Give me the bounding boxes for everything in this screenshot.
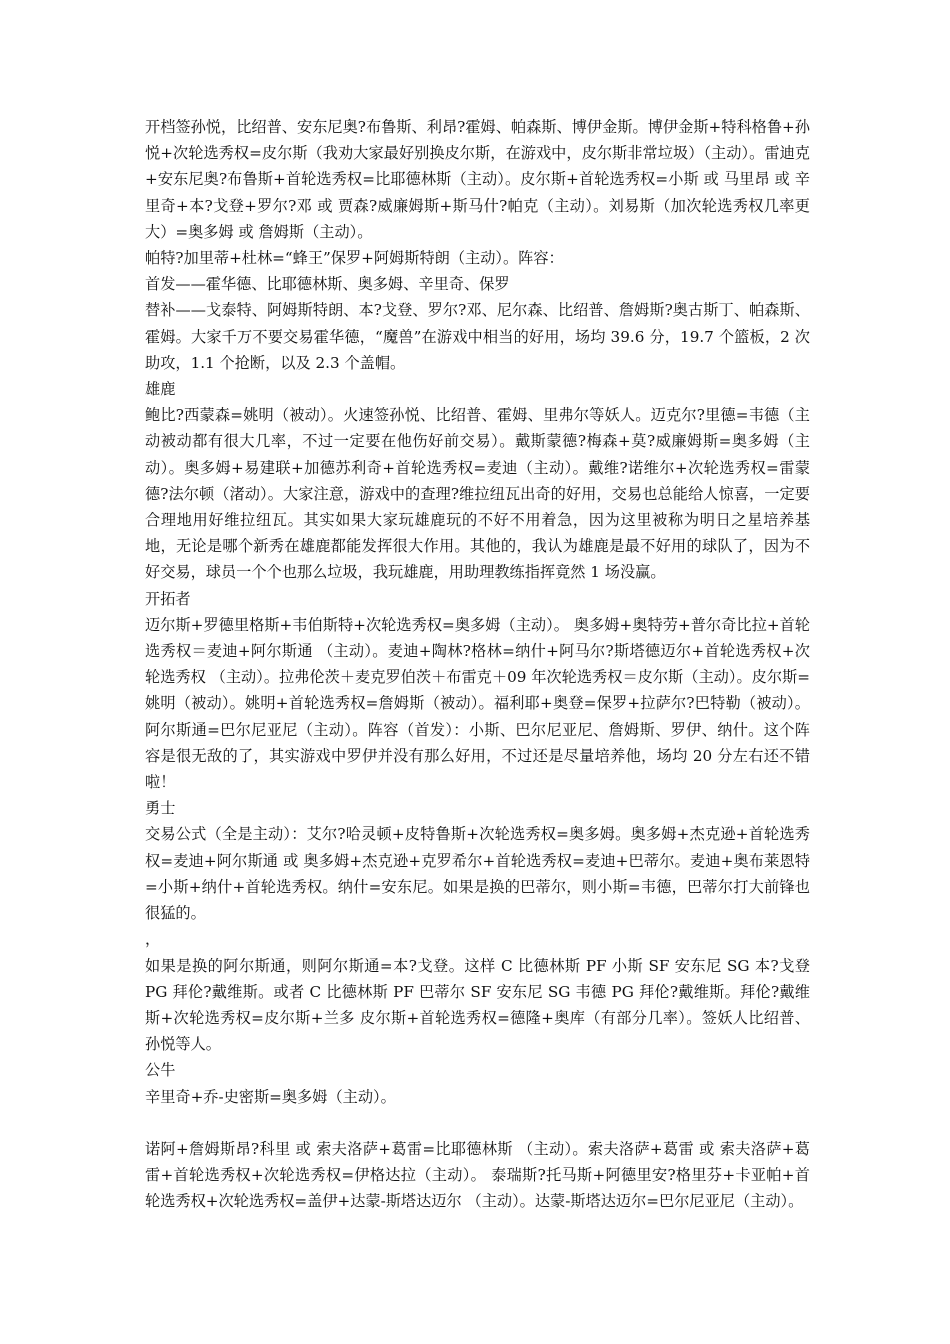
paragraph-warriors-lineups: 如果是换的阿尔斯通，则阿尔斯通=本?戈登。这样 C 比德林斯 PF 小斯 SF 安东尼 SG 本?戈登 PG 拜伦?戴维斯。或者 C 比德林斯 PF 巴蒂尔 SF 安东尼 SG 韦德 PG 拜伦?戴维斯。拜伦?戴维斯+次轮选秀权=皮尔斯+兰多 皮尔斯+首轮选秀权=德隆+奥库（有部分几率）。签妖人比绍普、孙悦等人。 — [145, 956, 810, 1054]
section-heading-warriors: 勇士 — [145, 799, 176, 818]
paragraph-starting-lineup: 首发——霍华德、比耶德林斯、奥多姆、辛里奇、保罗 — [145, 275, 510, 294]
paragraph-bench-lineup: 替补——戈泰特、阿姆斯特朗、本?戈登、罗尔?邓、尼尔森、比绍普、詹姆斯?奥古斯丁、帕森斯、霍姆。大家千万不要交易霍华德，“魔兽”在游戏中相当的好用，场均 39.6 分，19.7 个篮板，2 次助攻，1.1 个抢断，以及 2.3 个盖帽。 — [145, 301, 810, 372]
section-heading-bucks: 雄鹿 — [145, 380, 176, 399]
paragraph-hornets-trade: 帕特?加里蒂+杜林=“蜂王”保罗+阿姆斯特朗（主动）。阵容： — [145, 249, 564, 268]
section-heading-blazers: 开拓者 — [145, 589, 191, 608]
paragraph-bulls-trade-1: 辛里奇+乔-史密斯=奥多姆（主动）。 — [145, 1087, 396, 1106]
document-body — [145, 114, 810, 1215]
paragraph-bucks-trades: 鲍比?西蒙森=姚明（被动）。火速签孙悦、比绍普、霍姆、里弗尔等妖人。迈克尔?里德=韦德（主动被动都有很大几率，不过一定要在他伤好前交易）。戴斯蒙德?梅森+莫?威廉姆斯=奥多姆（主动）。奥多姆+易建联+加德苏利奇+首轮选秀权=麦迪（主动）。戴维?诺维尔+次轮选秀权=雷蒙德?法尔顿（渚动）。大家注意，游戏中的查理?维拉纽瓦出奇的好用，交易也总能给人惊喜，一定要合理地用好维拉纽瓦。其实如果大家玩雄鹿玩的不好不用着急，因为这里被称为明日之星培养基地，无论是哪个新秀在雄鹿都能发挥很大作用。其他的，我认为雄鹿是最不好用的球队了，因为不好交易，球员一个个也那么垃圾，我玩雄鹿，用助理教练指挥竟然 1 场没赢。 — [145, 406, 810, 582]
paragraph-intro-trades: 开档签孙悦，比绍普、安东尼奥?布鲁斯、利昂?霍姆、帕森斯、博伊金斯。博伊金斯+特科格鲁+孙悦+次轮选秀权=皮尔斯（我劝大家最好别换皮尔斯，在游戏中，皮尔斯非常垃圾）（主动）。雷迪克+安东尼奥?布鲁斯+首轮选秀权=比耶德林斯（主动）。皮尔斯+首轮选秀权=小斯 或 马里昂 或 辛里奇+本?戈登+罗尔?邓 或 贾森?威廉姆斯+斯马什?帕克（主动）。刘易斯（加次轮选秀权几率更大）=奥多姆 或 詹姆斯（主动）。 — [145, 118, 810, 241]
blank-line — [145, 1110, 810, 1136]
paragraph-blazers-trades: 迈尔斯+罗德里格斯+韦伯斯特+次轮选秀权=奥多姆（主动）。 奥多姆+奥特劳+普尔奇比拉+首轮选秀权＝麦迪+阿尔斯通 （主动）。麦迪+陶林?格林=纳什+阿马尔?斯塔德迈尔+首轮选秀权+次轮选秀权 （主动）。拉弗伦茨＋麦克罗伯茨＋布雷克＋09 年次轮选秀权＝皮尔斯（主动）。皮尔斯=姚明（被动）。姚明+首轮选秀权=詹姆斯（被动）。福利耶+奥登=保罗+拉萨尔?巴特勒（被动）。阿尔斯通=巴尔尼亚尼（主动）。阵容（首发）：小斯、巴尔尼亚尼、詹姆斯、罗伊、纳什。这个阵容是很无敌的了，其实游戏中罗伊并没有那么好用，不过还是尽量培养他，场均 20 分左右还不错啦！ — [145, 615, 810, 792]
paragraph-bulls-trades-2: 诺阿+詹姆斯昂?科里 或 索夫洛萨+葛雷=比耶德林斯 （主动）。索夫洛萨+葛雷 或 索夫洛萨+葛雷+首轮选秀权+次轮选秀权=伊格达拉（主动）。 泰瑞斯?托马斯+阿德里安?格里芬+卡亚帕+首轮选秀权+次轮选秀权=盖伊+达蒙-斯塔达迈尔 （主动）。达蒙-斯塔达迈尔=巴尔尼亚尼（主动）。 — [145, 1139, 810, 1211]
stray-comma: ， — [145, 930, 161, 949]
paragraph-warriors-trades: 交易公式（全是主动）：艾尔?哈灵顿+皮特鲁斯+次轮选秀权=奥多姆。奥多姆+杰克逊+首轮选秀权=麦迪+阿尔斯通 或 奥多姆+杰克逊+克罗希尔+首轮选秀权=麦迪+巴蒂尔。麦迪+奥布莱恩特=小斯+纳什+首轮选秀权。纳什=安东尼。如果是换的巴蒂尔，则小斯=韦德，巴蒂尔打大前锋也很猛的。 — [145, 825, 810, 923]
section-heading-bulls: 公牛 — [145, 1061, 176, 1080]
